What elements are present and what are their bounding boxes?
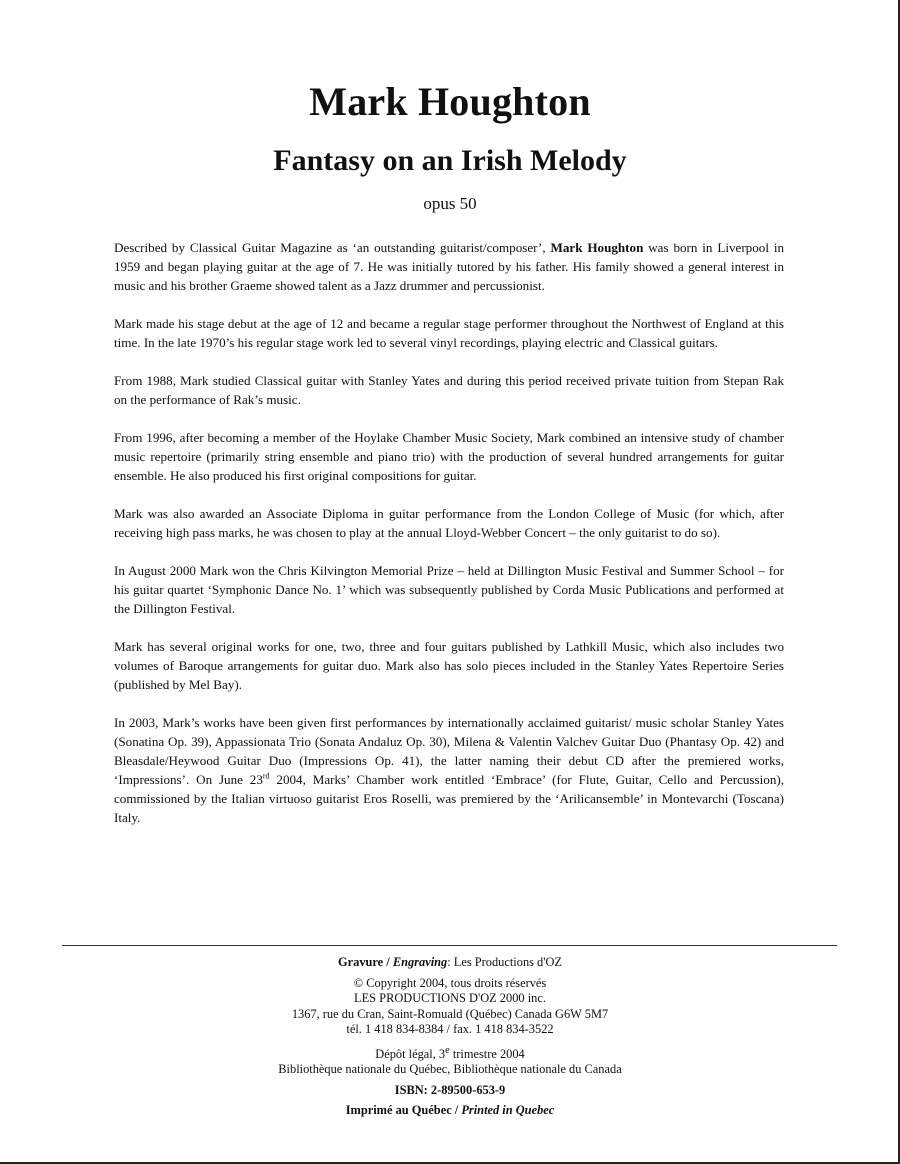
engraving-label-fr: Gravure [337, 955, 384, 969]
bio-composer-name: Mark Houghton [550, 240, 644, 255]
bio-p8-ordinal: rd [262, 771, 270, 781]
work-title: Fantasy on an Irish Melody [273, 144, 627, 177]
composer-name: Mark Houghton [309, 79, 591, 124]
bio-paragraph-3: From 1988, Mark studied Classical guitar with Stanley Yates and during this period received private tuition from Stepan Rak on the performance of Rak’s music. [114, 373, 784, 407]
publisher-name: LES PRODUCTIONS D'OZ 2000 inc. [354, 991, 546, 1005]
printed-in-fr: Imprimé au Québec [345, 1103, 452, 1118]
engraving-label-en: Engraving [392, 955, 448, 969]
bio-paragraph-2: Mark made his stage debut at the age of 12 and became a regular stage performer throughout the Northwest of England at this time. In the late 1970’s his regular stage work led to several vinyl recordings, playing electric and Classical guitars. [114, 316, 784, 350]
publisher-phone: tél. 1 418 834-8384 / fax. 1 418 834-3522 [346, 1022, 554, 1036]
bio-paragraph-7: Mark has several original works for one, two, three and four guitars published by Lathkill Music, which also includes two volumes of Baroque arrangements for guitar duo. Mark also has solo pieces included in the Stanley Yates Repertoire Series (published by Mel Bay). [114, 639, 784, 692]
copyright-line: © Copyright 2004, tous droits réservés [353, 975, 547, 990]
bio-p8-part-b: 2004, Marks’ Chamber work entitled ‘Embrace’ (for Flute, Guitar, Cello and Percussion), commissioned by the Italian virtuoso guitarist Eros Roselli, was premiered by the ‘Arilicansemble’ in Montevarchi (Toscana) Italy. [114, 772, 784, 825]
libraries-line: Bibliothèque nationale du Québec, Bibliothèque nationale du Canada [278, 1062, 622, 1077]
printed-separator: / [451, 1103, 462, 1118]
legal-deposit-b: trimestre 2004 [449, 1046, 525, 1061]
footer-divider [62, 945, 837, 946]
printed-in [0, 1103, 900, 1119]
bio-paragraph-5: Mark was also awarded an Associate Diploma in guitar performance from the London College of Music (for which, after receiving high pass marks, he was chosen to play at the annual Lloyd-Webber Concert – the only guitarist to do so). [114, 506, 784, 540]
legal-deposit-a: Dépôt légal, 3 [375, 1046, 446, 1061]
publisher-address: 1367, rue du Cran, Saint-Romuald (Québec) Canada G6W 5M7 [291, 1006, 609, 1021]
legal-deposit-ordinal: e [445, 1044, 450, 1056]
bio-paragraph-1 [114, 238, 784, 295]
engraving-value: : Les Productions d'OZ [447, 955, 563, 969]
bio-p8-part-a: In 2003, Mark’s works have been given first performances by internationally acclaimed guitarist/ music scholar Stanley Yates (Sonatina Op. 39), Appassionata Trio (Sonata Andaluz Op. 30), Milena & Valentin Valchev Guitar Duo (Phantasy Op. 42) and Bleasdale/Heywood Guitar Duo (Impressions Op. 41), the latter naming their debut CD after the premiered works, ‘Impressions’. On June 23 [114, 715, 784, 787]
bio-p1-lead: Described by Classical Guitar Magazine as ‘an outstanding guitarist/composer’, [114, 240, 551, 255]
bio-paragraph-4: From 1996, after becoming a member of the Hoylake Chamber Music Society, Mark combined an intensive study of chamber music repertoire (primarily string ensemble and piano trio) with the production of several hundred arrangements for guitar ensemble. He also produced his first original compositions for guitar. [114, 430, 784, 483]
opus-number: opus 50 [423, 194, 477, 213]
biography [114, 238, 784, 846]
engraving-separator: / [383, 955, 393, 969]
credits-block [0, 955, 900, 1119]
bio-p1-rest: was born in Liverpool in 1959 and began playing guitar at the age of 7. He was initially tutored by his father. His family showed a general interest in music and his brother Graeme showed talent as a Jazz drummer and percussionist. [114, 240, 784, 293]
printed-in-en: Printed in Quebec [461, 1103, 555, 1118]
bio-paragraph-6: In August 2000 Mark won the Chris Kilvington Memorial Prize – held at Dillington Music Festival and Summer School – for his guitar quartet ‘Symphonic Dance No. 1’ which was subsequently published by Corda Music Publications and performed at the Dillington Festival. [114, 563, 784, 616]
isbn: ISBN: 2-89500-653-9 [394, 1082, 506, 1097]
legal-deposit [0, 1043, 900, 1063]
bio-paragraph-8 [114, 713, 784, 827]
engraving-credit [0, 955, 900, 971]
